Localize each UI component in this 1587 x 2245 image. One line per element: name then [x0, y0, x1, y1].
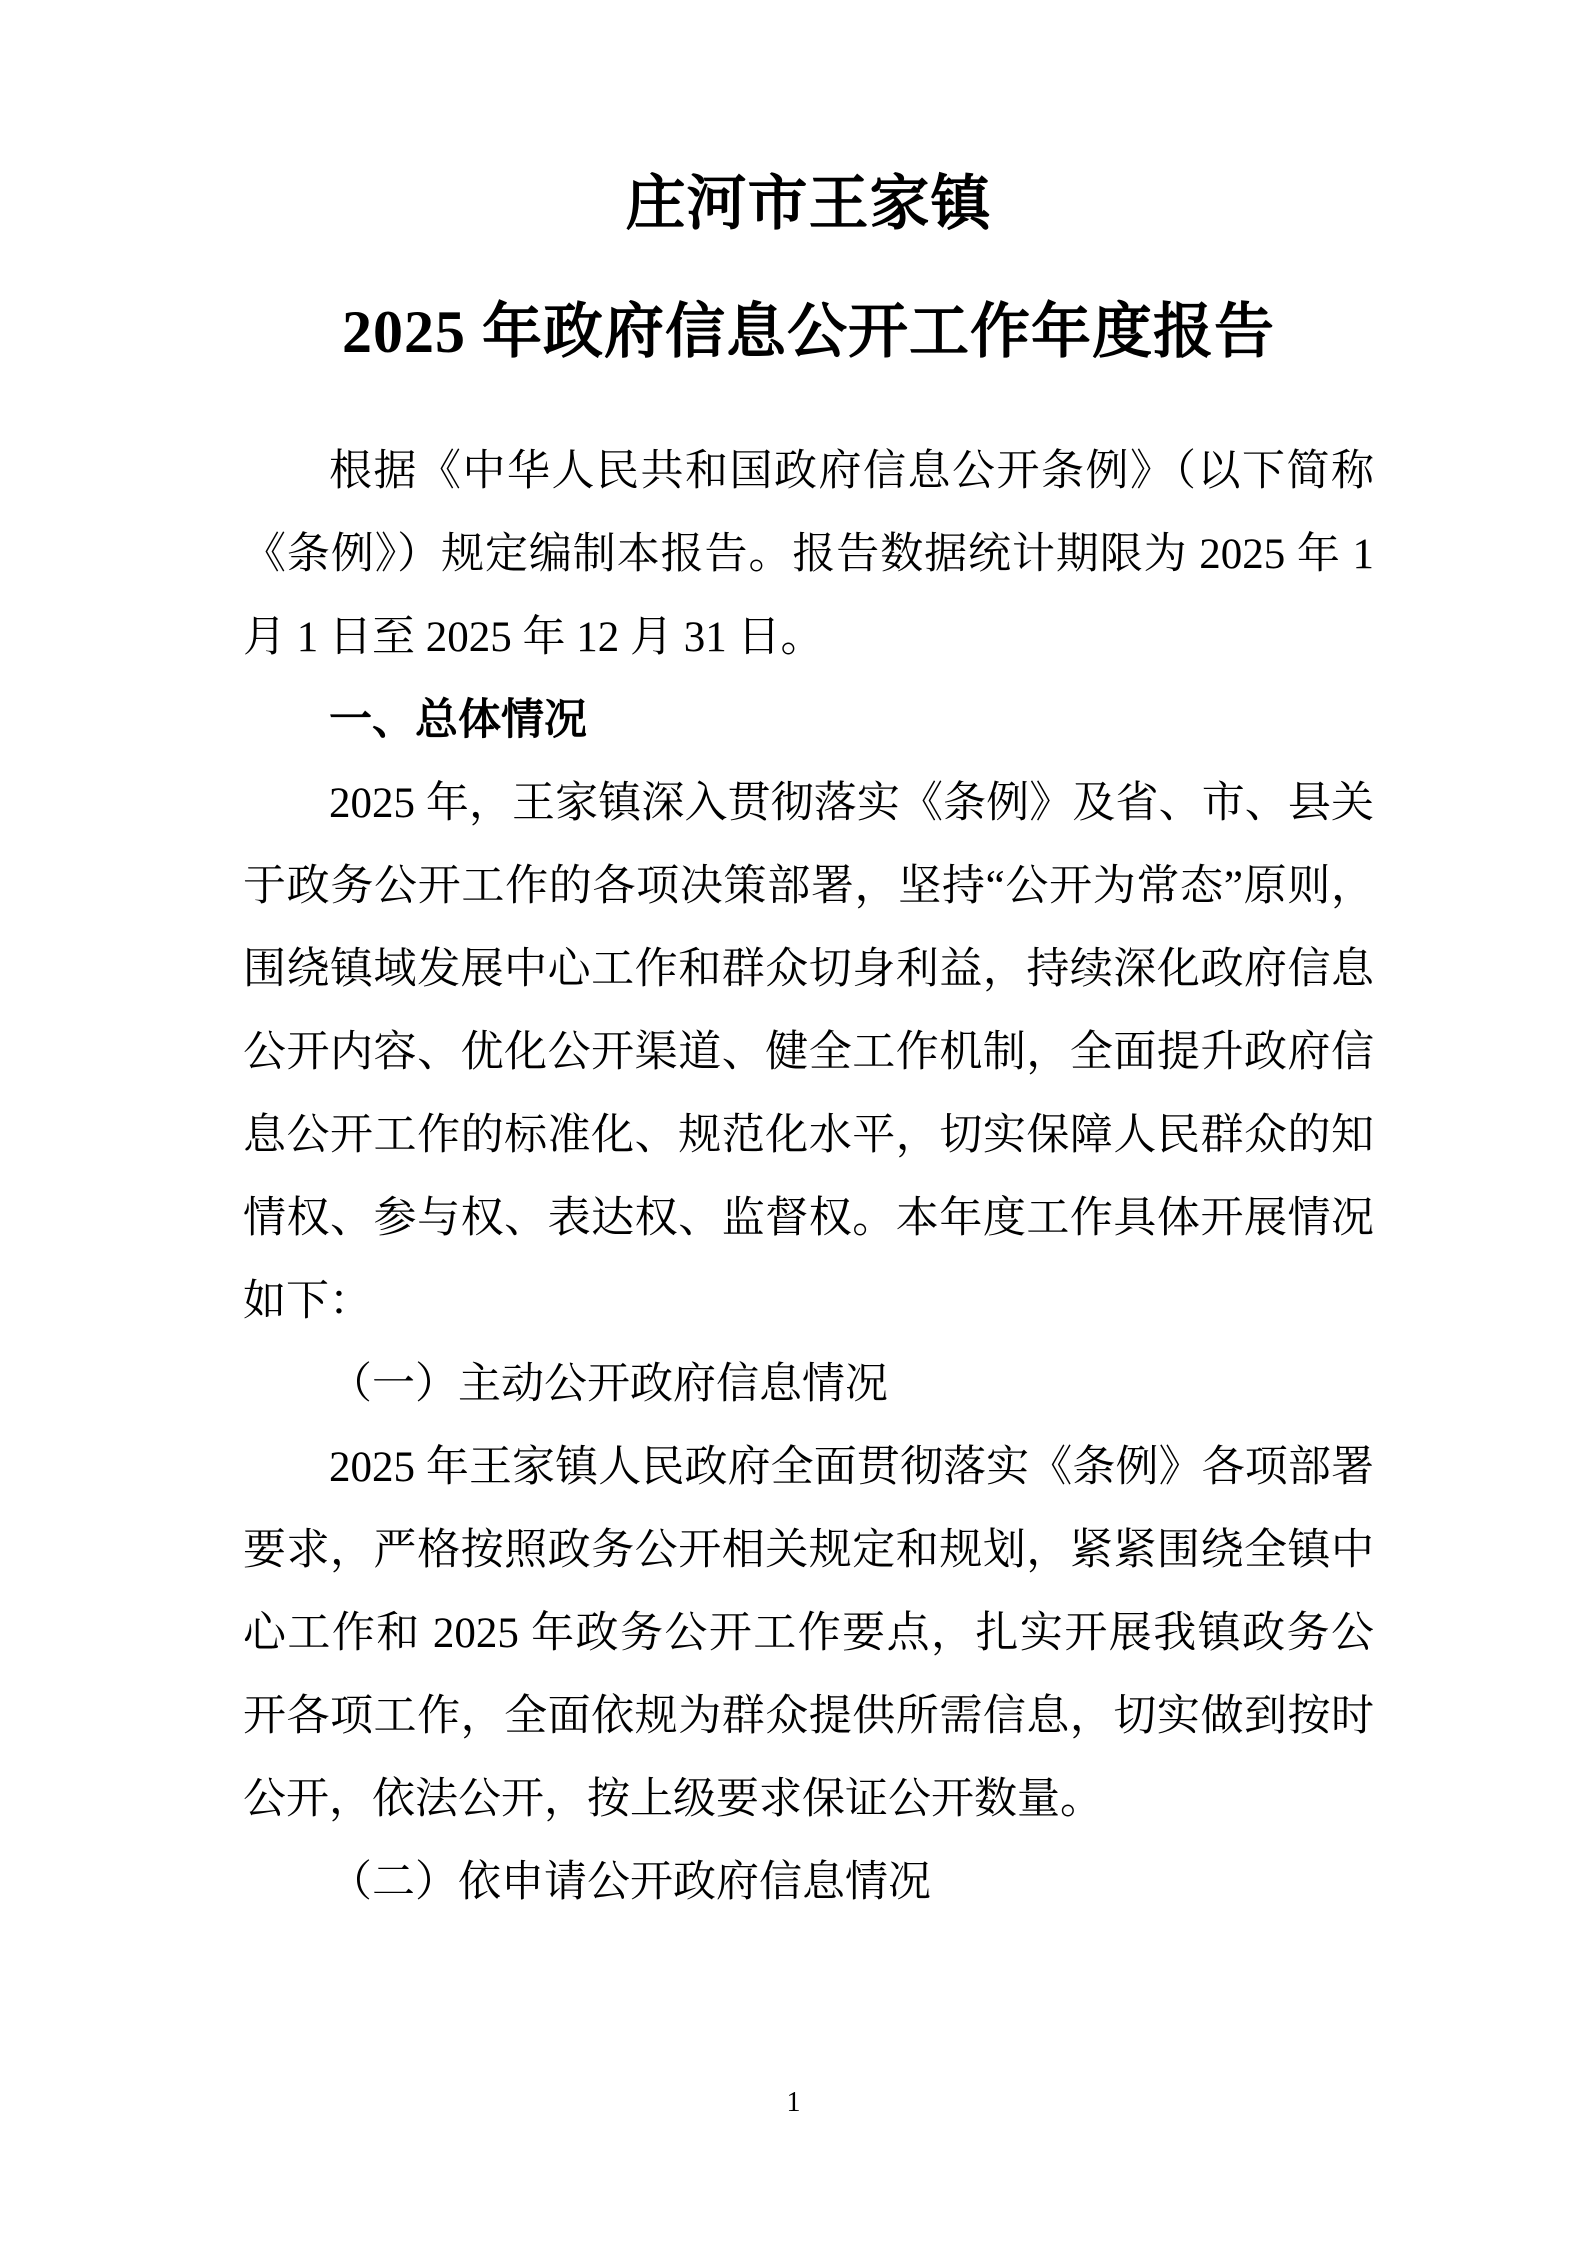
subsection-heading-proactive-disclosure: （一）主动公开政府信息情况 [329, 1361, 888, 1408]
paragraph-proactive-disclosure: 2025 年王家镇人民政府全面贯彻落实《条例》各项部署要求，严格按照政务公开相关规定和规划，紧紧围绕全镇中心工作和 2025 年政务公开工作要点，扎实开展我镇政务公开各项工作，全面依规为群众提供所需信息，切实做到按时公开，依法公开，按上级要求保证公开数量。 [243, 1444, 1374, 1823]
page-number: 1 [786, 2087, 801, 2118]
document-title-line-1: 庄河市王家镇 [625, 171, 992, 237]
paragraph-overall-situation: 2025 年，王家镇深入贯彻落实《条例》及省、市、县关于政务公开工作的各项决策部署，坚持“公开为常态”原则，围绕镇域发展中心工作和群众切身利益，持续深化政府信息公开内容、优化公开渠道、健全工作机制，全面提升政府信息公开工作的标准化、规范化水平，切实保障人民群众的知情权、参与权、表达权、监督权。本年度工作具体开展情况如下： [243, 780, 1374, 1325]
paragraph-preamble: 根据《中华人民共和国政府信息公开条例》（以下简称《条例》）规定编制本报告。报告数据统计期限为 2025 年 1 月 1 日至 2025 年 12 月 31 日。 [243, 448, 1374, 661]
document-text-block [243, 0, 1374, 1924]
section-heading-overall-situation: 一、总体情况 [329, 696, 587, 744]
document-title [243, 140, 1374, 396]
document-body [243, 430, 1374, 1924]
document-title-line-2: 2025 年政府信息公开工作年度报告 [342, 299, 1275, 365]
subsection-heading-disclosure-upon-request: （二）依申请公开政府信息情况 [329, 1859, 931, 1906]
